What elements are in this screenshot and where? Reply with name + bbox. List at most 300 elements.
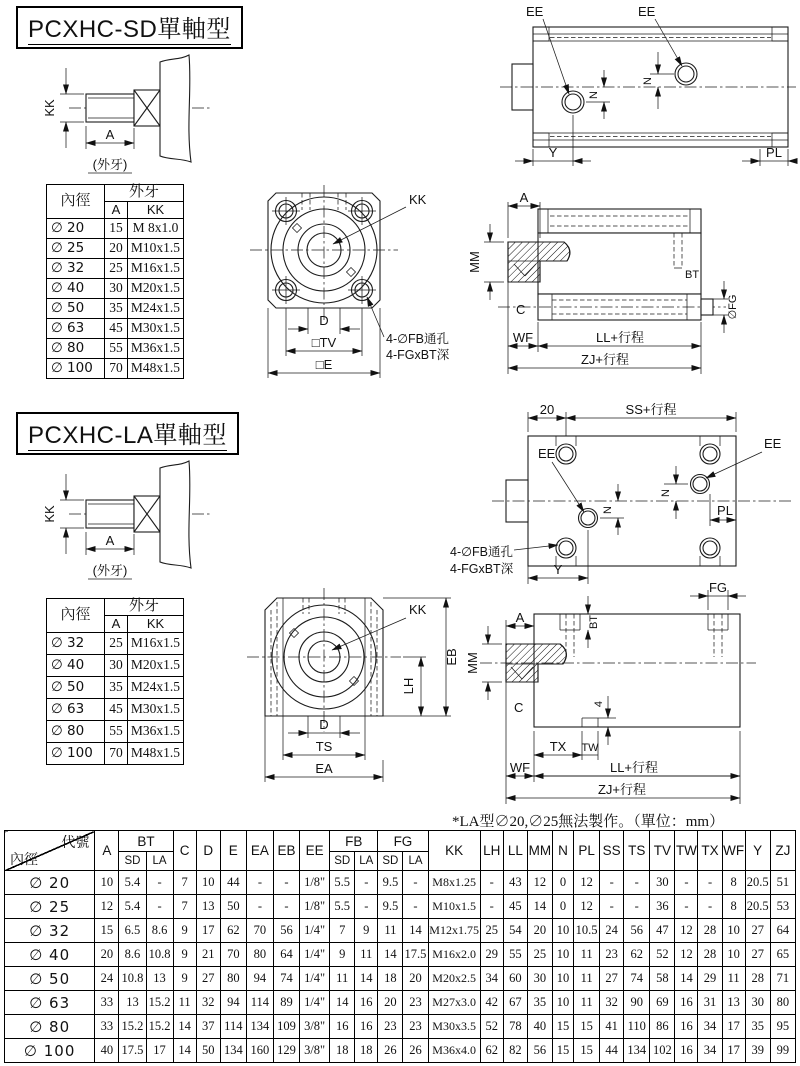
dim-value-cell: 52 (480, 1015, 503, 1039)
dim-value-cell: 17.5 (403, 943, 428, 967)
dim-value-cell: 16 (675, 991, 698, 1015)
header-d: D (196, 831, 220, 871)
dim-value-cell: - (403, 895, 428, 919)
kk-col-header: KK (128, 615, 184, 632)
dim-value-cell: 5.4 (119, 895, 146, 919)
dim-table-row (5, 1015, 796, 1039)
dim-label-mm: MM (465, 652, 480, 674)
thread-table-row (47, 338, 184, 358)
dim-value-cell: 11 (378, 919, 403, 943)
dim-value-cell: 160 (246, 1039, 273, 1063)
dim-value-cell: 25 (480, 919, 503, 943)
a-value-cell: 45 (105, 318, 128, 338)
dim-label-ll: LL+行程 (609, 760, 659, 775)
dim-value-cell: 80 (770, 991, 795, 1015)
dim-value-cell: 90 (624, 991, 650, 1015)
dim-label-d: D (319, 717, 329, 732)
dim-value-cell: 34 (698, 1039, 722, 1063)
kk-value-cell: M48x1.5 (128, 742, 184, 764)
dim-value-cell: 55 (503, 943, 527, 967)
dim-value-cell: 114 (220, 1015, 246, 1039)
bore-size-cell: ∅ 40 (47, 654, 105, 676)
dim-value-cell: 14 (355, 967, 378, 991)
thread-table-row (47, 238, 184, 258)
dim-value-cell: - (698, 871, 722, 895)
header-fb: FB (330, 831, 378, 852)
dim-value-cell: 11 (330, 967, 355, 991)
header-fb-la: LA (355, 852, 378, 871)
dim-value-cell: 36 (650, 895, 675, 919)
dim-value-cell: 58 (650, 967, 675, 991)
sd-thread-drawing (14, 46, 214, 176)
dim-label-20: 20 (539, 402, 555, 417)
dim-label-e: □E (315, 357, 333, 372)
dim-value-cell: M20x2.5 (428, 967, 480, 991)
a-value-cell: 70 (105, 358, 128, 378)
dim-value-cell: 21 (196, 943, 220, 967)
dim-label-kk: KK (409, 602, 427, 617)
dim-value-cell: 70 (246, 919, 273, 943)
kk-value-cell: M30x1.5 (128, 318, 184, 338)
bore-size-cell: ∅ 32 (47, 632, 105, 654)
dim-label-tv: □TV (311, 335, 337, 350)
dim-value-cell: 15 (574, 1039, 600, 1063)
dim-value-cell: 20 (403, 967, 428, 991)
dim-value-cell: - (624, 895, 650, 919)
header-fb-sd: SD (330, 852, 355, 871)
header-fg-sd: SD (378, 852, 403, 871)
dim-value-cell: 24 (600, 919, 624, 943)
dim-label-kk: KK (42, 99, 57, 117)
dim-value-cell: - (403, 871, 428, 895)
bore-size-cell: ∅ 20 (5, 871, 95, 895)
thread-table-row (47, 298, 184, 318)
dim-value-cell: 95 (770, 1015, 795, 1039)
dim-value-cell: 0 (552, 895, 573, 919)
dim-value-cell: 32 (196, 991, 220, 1015)
thread-caption: (外牙) (92, 157, 128, 172)
a-value-cell: 25 (105, 632, 128, 654)
inner-dia-header: 內徑 (47, 185, 105, 219)
dim-value-cell: 15 (95, 919, 119, 943)
dim-value-cell: 14 (173, 1015, 196, 1039)
dim-value-cell: 65 (770, 943, 795, 967)
a-col-header: A (105, 615, 128, 632)
dim-label-n-1: N (588, 91, 600, 99)
dimension-table (4, 830, 796, 1063)
dim-label-tx: TX (549, 739, 567, 754)
dim-value-cell: - (600, 871, 624, 895)
dim-value-cell: 29 (480, 943, 503, 967)
kk-value-cell: M20x1.5 (128, 278, 184, 298)
header-wf: WF (722, 831, 745, 871)
header-pl: PL (574, 831, 600, 871)
thread-table-row (47, 278, 184, 298)
dim-table-row (5, 1039, 796, 1063)
dim-label-a: A (105, 127, 115, 142)
dim-value-cell: 10 (552, 919, 573, 943)
hole-note-2: 4-FGxBT深 (450, 562, 514, 576)
dim-value-cell: 20 (527, 919, 552, 943)
dim-value-cell: 10 (722, 943, 745, 967)
dim-value-cell: 62 (220, 919, 246, 943)
kk-value-cell: M 8x1.0 (128, 218, 184, 238)
dim-table-row (5, 991, 796, 1015)
a-value-cell: 35 (105, 298, 128, 318)
dim-value-cell: 5.4 (119, 871, 146, 895)
thread-table-row (47, 654, 184, 676)
dim-value-cell: 28 (698, 919, 722, 943)
dim-value-cell: - (355, 871, 378, 895)
outer-thread-header: 外牙 (105, 599, 184, 616)
dim-value-cell: - (355, 895, 378, 919)
header-bt-sd: SD (119, 852, 146, 871)
dim-value-cell: - (480, 895, 503, 919)
dim-value-cell: 12 (574, 871, 600, 895)
thread-table-row (47, 358, 184, 378)
dim-value-cell: 82 (503, 1039, 527, 1063)
thread-table-row (47, 632, 184, 654)
dim-table-row (5, 919, 796, 943)
dim-label-kk: KK (42, 505, 57, 523)
dim-value-cell: 15.2 (119, 1015, 146, 1039)
kk-value-cell: M20x1.5 (128, 654, 184, 676)
dim-value-cell: 10.8 (119, 967, 146, 991)
dim-value-cell: 11 (574, 943, 600, 967)
dim-value-cell: 13 (722, 991, 745, 1015)
dim-value-cell: 10 (552, 991, 573, 1015)
dim-value-cell: 26 (378, 1039, 403, 1063)
dim-label-wf: WF (512, 330, 534, 345)
dim-value-cell: 9.5 (378, 871, 403, 895)
dim-label-tw: TW (581, 742, 599, 754)
dim-value-cell: 12 (527, 871, 552, 895)
unit-note: *LA型∅20,∅25無法製作。（單位：mm） (452, 814, 725, 830)
dim-value-cell: 1/4" (300, 919, 330, 943)
bore-size-cell: ∅ 80 (47, 720, 105, 742)
dim-value-cell: 20.5 (745, 895, 770, 919)
header-c: C (173, 831, 196, 871)
dim-value-cell: 18 (355, 1039, 378, 1063)
header-tv: TV (650, 831, 675, 871)
dim-value-cell: 7 (173, 895, 196, 919)
la-thread-table (46, 598, 184, 765)
dim-value-cell: 44 (600, 1039, 624, 1063)
header-bt-la: LA (146, 852, 173, 871)
dim-value-cell: 69 (650, 991, 675, 1015)
dim-value-cell: 12 (675, 943, 698, 967)
dim-value-cell: 14 (527, 895, 552, 919)
port-label-ee-1: EE (538, 446, 556, 461)
dim-value-cell: 20 (378, 991, 403, 1015)
dim-value-cell: 28 (698, 943, 722, 967)
thread-table-row (47, 218, 184, 238)
dim-value-cell: 6.5 (119, 919, 146, 943)
dim-value-cell: 26 (403, 1039, 428, 1063)
header-a: A (95, 831, 119, 871)
dim-label-4: 4 (593, 700, 605, 708)
bore-size-cell: ∅ 20 (47, 218, 105, 238)
dim-value-cell: 30 (745, 991, 770, 1015)
bore-size-cell: ∅ 80 (47, 338, 105, 358)
dim-value-cell: 27 (196, 967, 220, 991)
bore-size-cell: ∅ 32 (5, 919, 95, 943)
corner-header-code: 代號 (61, 834, 90, 850)
dim-value-cell: 9 (173, 943, 196, 967)
a-value-cell: 55 (105, 720, 128, 742)
dim-value-cell: 99 (770, 1039, 795, 1063)
a-value-cell: 25 (105, 258, 128, 278)
dim-label-y: Y (548, 145, 558, 160)
dim-label-ss: SS+行程 (625, 402, 677, 417)
dim-value-cell: 12 (95, 895, 119, 919)
dim-value-cell: 18 (378, 967, 403, 991)
header-y: Y (745, 831, 770, 871)
dim-label-a: A (105, 533, 115, 548)
dim-value-cell: 14 (675, 967, 698, 991)
kk-value-cell: M36x1.5 (128, 338, 184, 358)
header-ea: EA (246, 831, 273, 871)
dim-value-cell: 1/4" (300, 943, 330, 967)
bore-size-cell: ∅ 63 (47, 318, 105, 338)
dim-value-cell: 134 (246, 1015, 273, 1039)
dim-value-cell: 41 (600, 1015, 624, 1039)
dim-value-cell: 28 (745, 967, 770, 991)
sd-title (16, 6, 243, 49)
dim-label-ll: LL+行程 (595, 330, 645, 345)
dim-label-fg: ∅FG (727, 294, 739, 320)
dim-value-cell: 14 (330, 991, 355, 1015)
kk-value-cell: M24x1.5 (128, 676, 184, 698)
la-thread-drawing (14, 452, 214, 582)
corner-header (5, 831, 95, 871)
dim-value-cell: 94 (246, 967, 273, 991)
dim-value-cell: 16 (355, 991, 378, 1015)
header-zj: ZJ (770, 831, 795, 871)
header-tw: TW (675, 831, 698, 871)
port-label-ee-2: EE (764, 436, 782, 451)
dim-value-cell: 16 (330, 1015, 355, 1039)
hole-note-1: 4-∅FB通孔 (450, 545, 513, 559)
dim-value-cell: 10 (552, 967, 573, 991)
thread-caption: (外牙) (92, 563, 128, 578)
dim-label-a: A (515, 610, 525, 625)
dim-value-cell: - (146, 895, 173, 919)
dim-value-cell: M36x4.0 (428, 1039, 480, 1063)
dim-label-fg: FG (708, 580, 728, 595)
dim-value-cell: 10 (95, 871, 119, 895)
header-kk: KK (428, 831, 480, 871)
dim-value-cell: 53 (770, 895, 795, 919)
kk-value-cell: M10x1.5 (128, 238, 184, 258)
bore-size-cell: ∅ 40 (5, 943, 95, 967)
dim-label-ts: TS (315, 739, 333, 754)
header-eb: EB (273, 831, 299, 871)
dim-label-pl: PL (766, 145, 782, 160)
dim-value-cell: 8 (722, 895, 745, 919)
dim-value-cell: 12 (574, 895, 600, 919)
dim-value-cell: 15 (574, 1015, 600, 1039)
bore-size-cell: ∅ 63 (47, 698, 105, 720)
dim-value-cell: - (675, 871, 698, 895)
dim-value-cell: 17.5 (119, 1039, 146, 1063)
dim-value-cell: 74 (273, 967, 299, 991)
dim-value-cell: 30 (650, 871, 675, 895)
dim-value-cell: 8 (722, 871, 745, 895)
dim-value-cell: 3/8" (300, 1039, 330, 1063)
dim-value-cell: 16 (675, 1015, 698, 1039)
dim-value-cell: 11 (574, 991, 600, 1015)
dim-table-row (5, 943, 796, 967)
dim-value-cell: - (146, 871, 173, 895)
dim-value-cell: 10 (196, 871, 220, 895)
dim-value-cell: 15.2 (146, 1015, 173, 1039)
kk-value-cell: M16x1.5 (128, 632, 184, 654)
outer-thread-header: 外牙 (105, 185, 184, 202)
dim-value-cell: 16 (355, 1015, 378, 1039)
bore-size-cell: ∅ 32 (47, 258, 105, 278)
bore-size-cell: ∅ 100 (5, 1039, 95, 1063)
a-value-cell: 20 (105, 238, 128, 258)
dim-value-cell: 80 (246, 943, 273, 967)
dim-value-cell: 9 (355, 919, 378, 943)
dim-label-kk: KK (409, 192, 427, 207)
header-ee: EE (300, 831, 330, 871)
dim-value-cell: 27 (745, 919, 770, 943)
dim-label-bt: BT (685, 269, 700, 281)
bore-size-cell: ∅ 100 (47, 742, 105, 764)
dim-value-cell: 62 (624, 943, 650, 967)
dim-value-cell: M30x3.5 (428, 1015, 480, 1039)
dim-value-cell: 35 (745, 1015, 770, 1039)
dim-value-cell: 50 (196, 1039, 220, 1063)
bore-size-cell: ∅ 80 (5, 1015, 95, 1039)
dim-value-cell: 15 (552, 1039, 573, 1063)
dim-value-cell: 102 (650, 1039, 675, 1063)
dim-label-eb: EB (444, 648, 459, 666)
a-value-cell: 30 (105, 278, 128, 298)
dim-value-cell: 10.8 (146, 943, 173, 967)
header-tx: TX (698, 831, 722, 871)
dim-value-cell: 25 (527, 943, 552, 967)
dim-value-cell: 1/4" (300, 967, 330, 991)
kk-value-cell: M30x1.5 (128, 698, 184, 720)
dim-table-row (5, 967, 796, 991)
dim-value-cell: 17 (196, 919, 220, 943)
dim-value-cell: 43 (503, 871, 527, 895)
dim-value-cell: 23 (403, 991, 428, 1015)
dim-label-c: C (516, 302, 526, 317)
dim-value-cell: 56 (624, 919, 650, 943)
dim-value-cell: 13 (119, 991, 146, 1015)
dim-value-cell: M10x1.5 (428, 895, 480, 919)
thread-table-row (47, 698, 184, 720)
kk-value-cell: M16x1.5 (128, 258, 184, 278)
sd-side-view-drawing (468, 176, 800, 398)
dim-value-cell: 10.5 (574, 919, 600, 943)
dim-value-cell: 1/8" (300, 895, 330, 919)
a-value-cell: 15 (105, 218, 128, 238)
dim-value-cell: 27 (600, 967, 624, 991)
header-n: N (552, 831, 573, 871)
dim-value-cell: 34 (480, 967, 503, 991)
la-side-view-drawing (456, 582, 798, 810)
dim-label-bt: BT (588, 614, 600, 630)
dim-value-cell: 34 (698, 1015, 722, 1039)
dim-value-cell: 23 (600, 943, 624, 967)
dim-value-cell: 86 (650, 1015, 675, 1039)
dim-value-cell: 134 (220, 1039, 246, 1063)
dim-value-cell: 10 (722, 919, 745, 943)
dim-value-cell: 47 (650, 919, 675, 943)
dim-value-cell: 15.2 (146, 991, 173, 1015)
dim-value-cell: 7 (330, 919, 355, 943)
bore-size-cell: ∅ 25 (5, 895, 95, 919)
kk-value-cell: M24x1.5 (128, 298, 184, 318)
thread-table-row (47, 742, 184, 764)
bore-size-cell: ∅ 50 (47, 676, 105, 698)
dim-value-cell: 109 (273, 1015, 299, 1039)
dim-label-d: D (319, 313, 329, 328)
dim-value-cell: - (675, 895, 698, 919)
dim-value-cell: 18 (330, 1039, 355, 1063)
dim-label-wf: WF (509, 760, 531, 775)
dim-label-mm: MM (467, 251, 482, 273)
dim-value-cell: 8.6 (146, 919, 173, 943)
dim-table-row (5, 871, 796, 895)
dim-value-cell: M27x3.0 (428, 991, 480, 1015)
thread-table-row (47, 258, 184, 278)
bore-size-cell: ∅ 40 (47, 278, 105, 298)
dim-value-cell: 67 (503, 991, 527, 1015)
dim-value-cell: 9 (173, 919, 196, 943)
dim-value-cell: 1/4" (300, 991, 330, 1015)
dim-value-cell: 54 (503, 919, 527, 943)
hole-note-1: 4-∅FB通孔 (386, 332, 449, 346)
a-value-cell: 70 (105, 742, 128, 764)
dim-value-cell: 15 (552, 1015, 573, 1039)
dim-value-cell: 129 (273, 1039, 299, 1063)
dim-value-cell: 42 (480, 991, 503, 1015)
thread-table-row (47, 720, 184, 742)
dim-value-cell: 17 (722, 1015, 745, 1039)
dim-label-n-2: N (642, 77, 654, 85)
dim-value-cell: 20.5 (745, 871, 770, 895)
header-bt: BT (119, 831, 173, 852)
corner-header-bore: 內徑 (10, 851, 38, 867)
inner-dia-header: 內徑 (47, 599, 105, 633)
dim-value-cell: 20 (95, 943, 119, 967)
sd-thread-table (46, 184, 184, 379)
dim-value-cell: 11 (173, 991, 196, 1015)
bore-size-cell: ∅ 63 (5, 991, 95, 1015)
dim-value-cell: 89 (273, 991, 299, 1015)
bore-size-cell: ∅ 100 (47, 358, 105, 378)
dim-value-cell: 1/8" (300, 871, 330, 895)
dim-label-n-1: N (602, 506, 614, 514)
dim-value-cell: 14 (378, 943, 403, 967)
dim-label-zj: ZJ+行程 (580, 352, 630, 367)
header-mm: MM (527, 831, 552, 871)
dim-value-cell: 31 (698, 991, 722, 1015)
dim-value-cell: 8.6 (119, 943, 146, 967)
dim-label-a: A (519, 190, 529, 205)
kk-col-header: KK (128, 201, 184, 218)
dim-label-pl: PL (717, 503, 733, 518)
la-title (16, 412, 239, 455)
dim-value-cell: 45 (503, 895, 527, 919)
dim-value-cell: 44 (220, 871, 246, 895)
